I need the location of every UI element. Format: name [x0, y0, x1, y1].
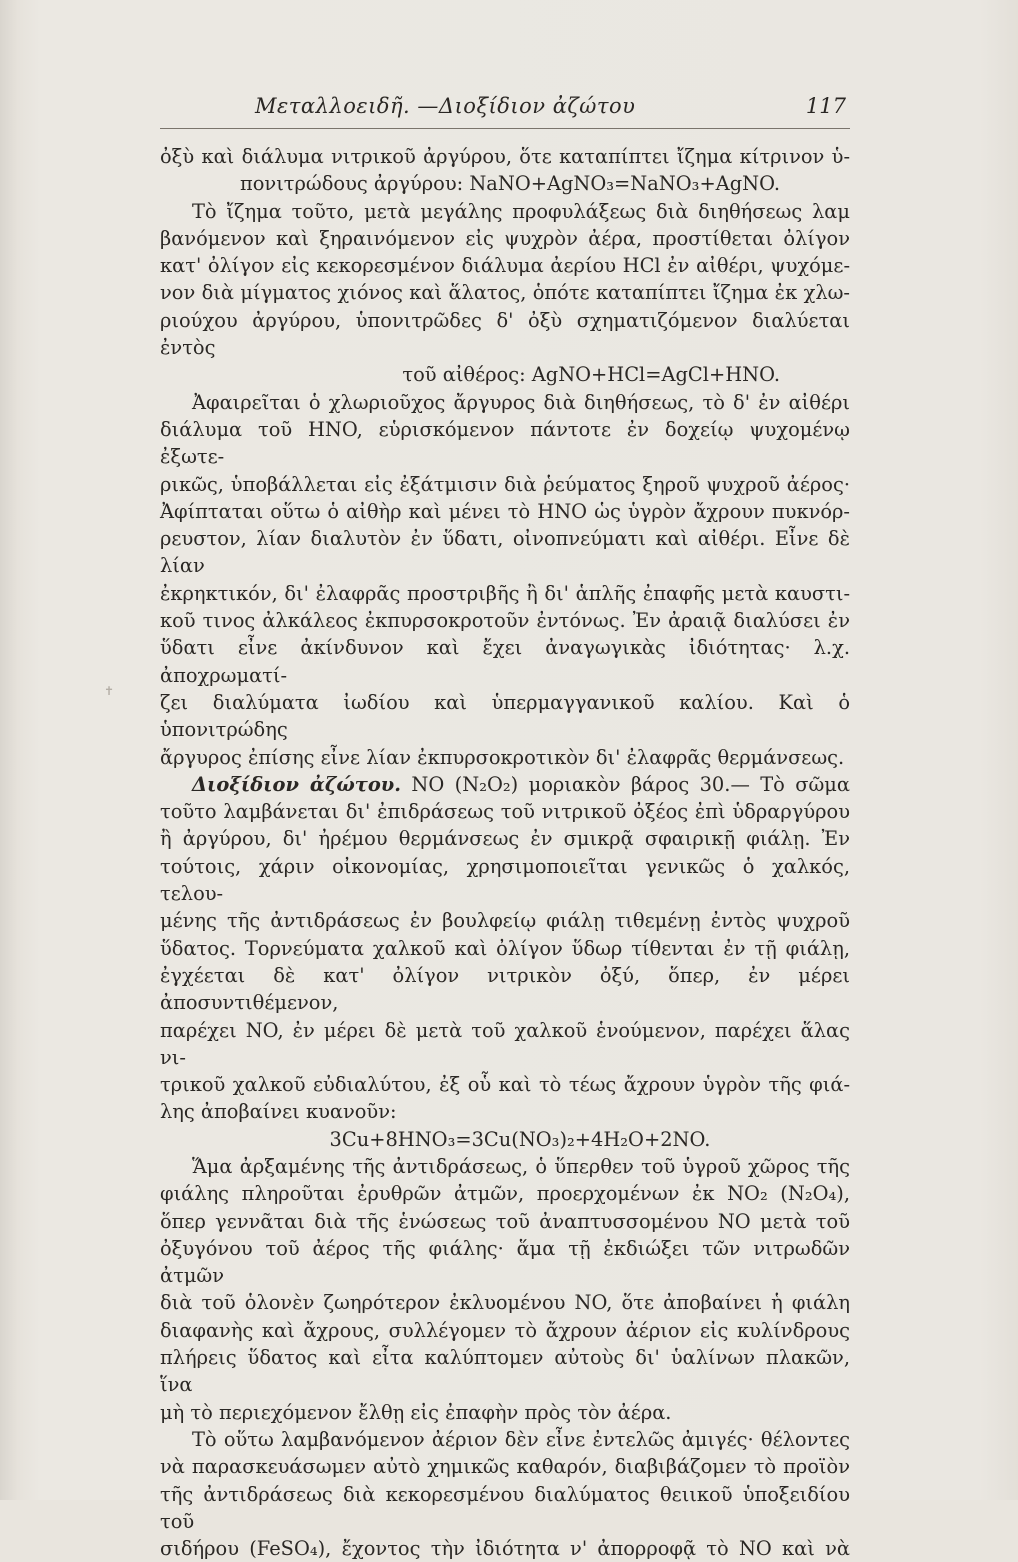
- text-line: κοῦ τινος ἀλκάλεος ἐκπυρσοκροτοῦν ἐντόνως. Ἐν ἀραιᾷ διαλύσει ἐν: [160, 609, 850, 633]
- text-line: σιδήρου (FeSO₄), ἔχοντος τὴν ἰδιότητα ν' ἀπορροφᾷ τὸ NO καὶ νὰ: [160, 1537, 850, 1561]
- text-line: Ἅμα ἀρξαμένης τῆς ἀντιδράσεως, ὁ ὕπερθεν τοῦ ὑγροῦ χῶρος τῆς: [192, 1154, 850, 1178]
- text-line: ρευστον, λίαν διαλυτὸν ἐν ὕδατι, οἰνοπνεύματι καὶ αἰθέρι. Εἶνε δὲ λίαν: [160, 527, 850, 578]
- text-line: διὰ τοῦ ὁλονὲν ζωηρότερον ἐκλυομένου NO, ὅτε ἀποβαίνει ἡ φιάλη: [160, 1291, 850, 1315]
- text-line: παρέχει NO, ἐν μέρει δὲ μετὰ τοῦ χαλκοῦ ἑνούμενον, παρέχει ἅλας νι-: [160, 1018, 850, 1069]
- text-line: τοῦτο λαμβάνεται δι' ἐπιδράσεως τοῦ νιτρικοῦ ὀξέος ἐπὶ ὑδραργύρου: [160, 800, 850, 824]
- text-line: ὕδατι εἶνε ἀκίνδυνον καὶ ἔχει ἀναγωγικὰς ἰδιότητας· λ.χ. ἀποχρωματί-: [160, 636, 850, 687]
- formula-line: 3Cu+8HNO₃=3Cu(NO₃)₂+4H₂O+2NO.: [329, 1127, 711, 1151]
- text-line: διαφανὴς καὶ ἄχρους, συλλέγομεν τὸ ἄχρουν ἀέριον εἰς κυλίνδρους: [160, 1318, 850, 1342]
- text-line: κατ' ὀλίγον εἰς κεκορεσμένον διάλυμα ἀερίου HCl ἐν αἰθέρι, ψυχόμε-: [160, 254, 850, 278]
- formula-line: τοῦ αἰθέρος: AgNO+HCl=AgCl+HNO.: [402, 363, 780, 387]
- text-line: μὴ τὸ περιεχόμενον ἔλθῃ εἰς ἐπαφὴν πρὸς τὸν ἀέρα.: [160, 1400, 672, 1424]
- margin-pencil-mark: ✝: [104, 684, 115, 698]
- text-line: Τὸ οὕτω λαμβανόμενον ἀέριον δὲν εἶνε ἐντελῶς ἀμιγές· θέλοντες: [192, 1427, 850, 1451]
- text-line: λης ἀποβαίνει κυανοῦν:: [160, 1100, 397, 1124]
- text-line: ἐγχέεται δὲ κατ' ὀλίγον νιτρικὸν ὀξύ, ὅπερ, ἐν μέρει ἀποσυντιθέμενον,: [160, 963, 850, 1015]
- text-line: φιάλης πληροῦται ἐρυθρῶν ἀτμῶν, προερχομένων ἐκ NO₂ (N₂O₄),: [160, 1182, 850, 1206]
- header-rule: [160, 128, 850, 129]
- text-line: τῆς ἀντιδράσεως διὰ κεκορεσμένου διαλύματος θειικοῦ ὑποξειδίου τοῦ: [160, 1482, 850, 1533]
- text-line: πλήρεις ὕδατος καὶ εἶτα καλύπτομεν αὐτοὺς δι' ὑαλίνων πλακῶν, ἵνα: [160, 1346, 850, 1397]
- text-line: βανόμενον καὶ ξηραινόμενον εἰς ψυχρὸν ἀέρα, προστίθεται ὀλίγον: [160, 226, 850, 250]
- text-line: νὰ παρασκευάσωμεν αὐτὸ χημικῶς καθαρόν, διαβιβάζομεν τὸ προϊὸν: [160, 1455, 850, 1479]
- section-heading: Διοξίδιον ἀζώτου.: [192, 772, 401, 796]
- body-text: [160, 143, 850, 1562]
- text-line: νον διὰ μίγματος χιόνος καὶ ἅλατος, ὁπότε καταπίπτει ἴζημα ἐκ χλω-: [160, 281, 850, 305]
- text-line: τούτοις, χάριν οἰκονομίας, χρησιμοποιεῖται γενικῶς ὁ χαλκός, τελου-: [160, 854, 850, 906]
- page-header: [170, 92, 846, 128]
- text-line: ὕδατος. Τορνεύματα χαλκοῦ καὶ ὀλίγον ὕδωρ τίθενται ἐν τῇ φιάλῃ,: [160, 936, 850, 960]
- text-line: ἄργυρος ἐπίσης εἶνε λίαν ἐκπυρσοκροτικὸν δι' ἐλαφρᾶς θερμάνσεως.: [160, 745, 845, 769]
- running-title: Μεταλλοειδῆ. —Διοξίδιον ἀζώτου: [255, 94, 636, 118]
- text-line: Ἀφαιρεῖται ὁ χλωριοῦχος ἄργυρος διὰ διηθήσεως, τὸ δ' ἐν αἰθέρι: [192, 390, 850, 414]
- text-line: ὀξυγόνου τοῦ ἀέρος τῆς φιάλης· ἅμα τῇ ἐκδιώξει τῶν νιτρωδῶν ἀτμῶν: [160, 1236, 850, 1288]
- text-line: ριούχου ἀργύρου, ὑπονιτρῶδες δ' ὀξὺ σχηματιζόμενον διαλύεται ἐντὸς: [160, 308, 850, 360]
- section-first-line: Διοξίδιον ἀζώτου. NO (N₂O₂) μοριακὸν βάρος 30.— Τὸ σῶμα: [192, 772, 850, 796]
- text-line: ὀξὺ καὶ διάλυμα νιτρικοῦ ἀργύρου, ὅτε καταπίπτει ἴζημα κίτρινον ὑ-: [160, 145, 850, 168]
- text-line: ζει διαλύματα ἰωδίου καὶ ὑπερμαγγανικοῦ καλίου. Καὶ ὁ ὑπονιτρώδης: [160, 690, 850, 742]
- page-number: 117: [805, 94, 846, 118]
- text-line: ἢ ἀργύρου, δι' ἠρέμου θερμάνσεως ἐν σμικρᾷ σφαιρικῇ φιάλῃ. Ἐν: [160, 827, 850, 851]
- text-line: Ἀφίπταται οὕτω ὁ αἰθὴρ καὶ μένει τὸ HNO ὡς ὑγρὸν ἄχρουν πυκνόρ-: [160, 499, 850, 523]
- formula-line: πονιτρώδους ἀργύρου: NaNO+AgNO₃=NaNO₃+AgNO.: [240, 172, 780, 196]
- text-line: Τὸ ἴζημα τοῦτο, μετὰ μεγάλης προφυλάξεως διὰ διηθήσεως λαμ: [192, 199, 850, 223]
- text-line: ἐκρηκτικόν, δι' ἐλαφρᾶς προστριβῆς ἢ δι' ἁπλῆς ἐπαφῆς μετὰ καυστι-: [160, 581, 850, 605]
- text-line: διάλυμα τοῦ HNO, εὑρισκόμενον πάντοτε ἐν δοχείῳ ψυχομένῳ ἐξωτε-: [160, 417, 850, 469]
- text-line: ρικῶς, ὑποβάλλεται εἰς ἐξάτμισιν διὰ ῥεύματος ξηροῦ ψυχροῦ ἀέρος·: [160, 472, 850, 496]
- text-line: μένης τῆς ἀντιδράσεως ἐν βουλφείῳ φιάλῃ τιθεμένῃ ἐντὸς ψυχροῦ: [160, 909, 850, 933]
- text-line: ὅπερ γεννᾶται διὰ τῆς ἑνώσεως τοῦ ἀναπτυσσομένου NO μετὰ τοῦ: [160, 1209, 850, 1233]
- text-line: τρικοῦ χαλκοῦ εὐδιαλύτου, ἐξ οὗ καὶ τὸ τέως ἄχρουν ὑγρὸν τῆς φιά-: [160, 1073, 850, 1097]
